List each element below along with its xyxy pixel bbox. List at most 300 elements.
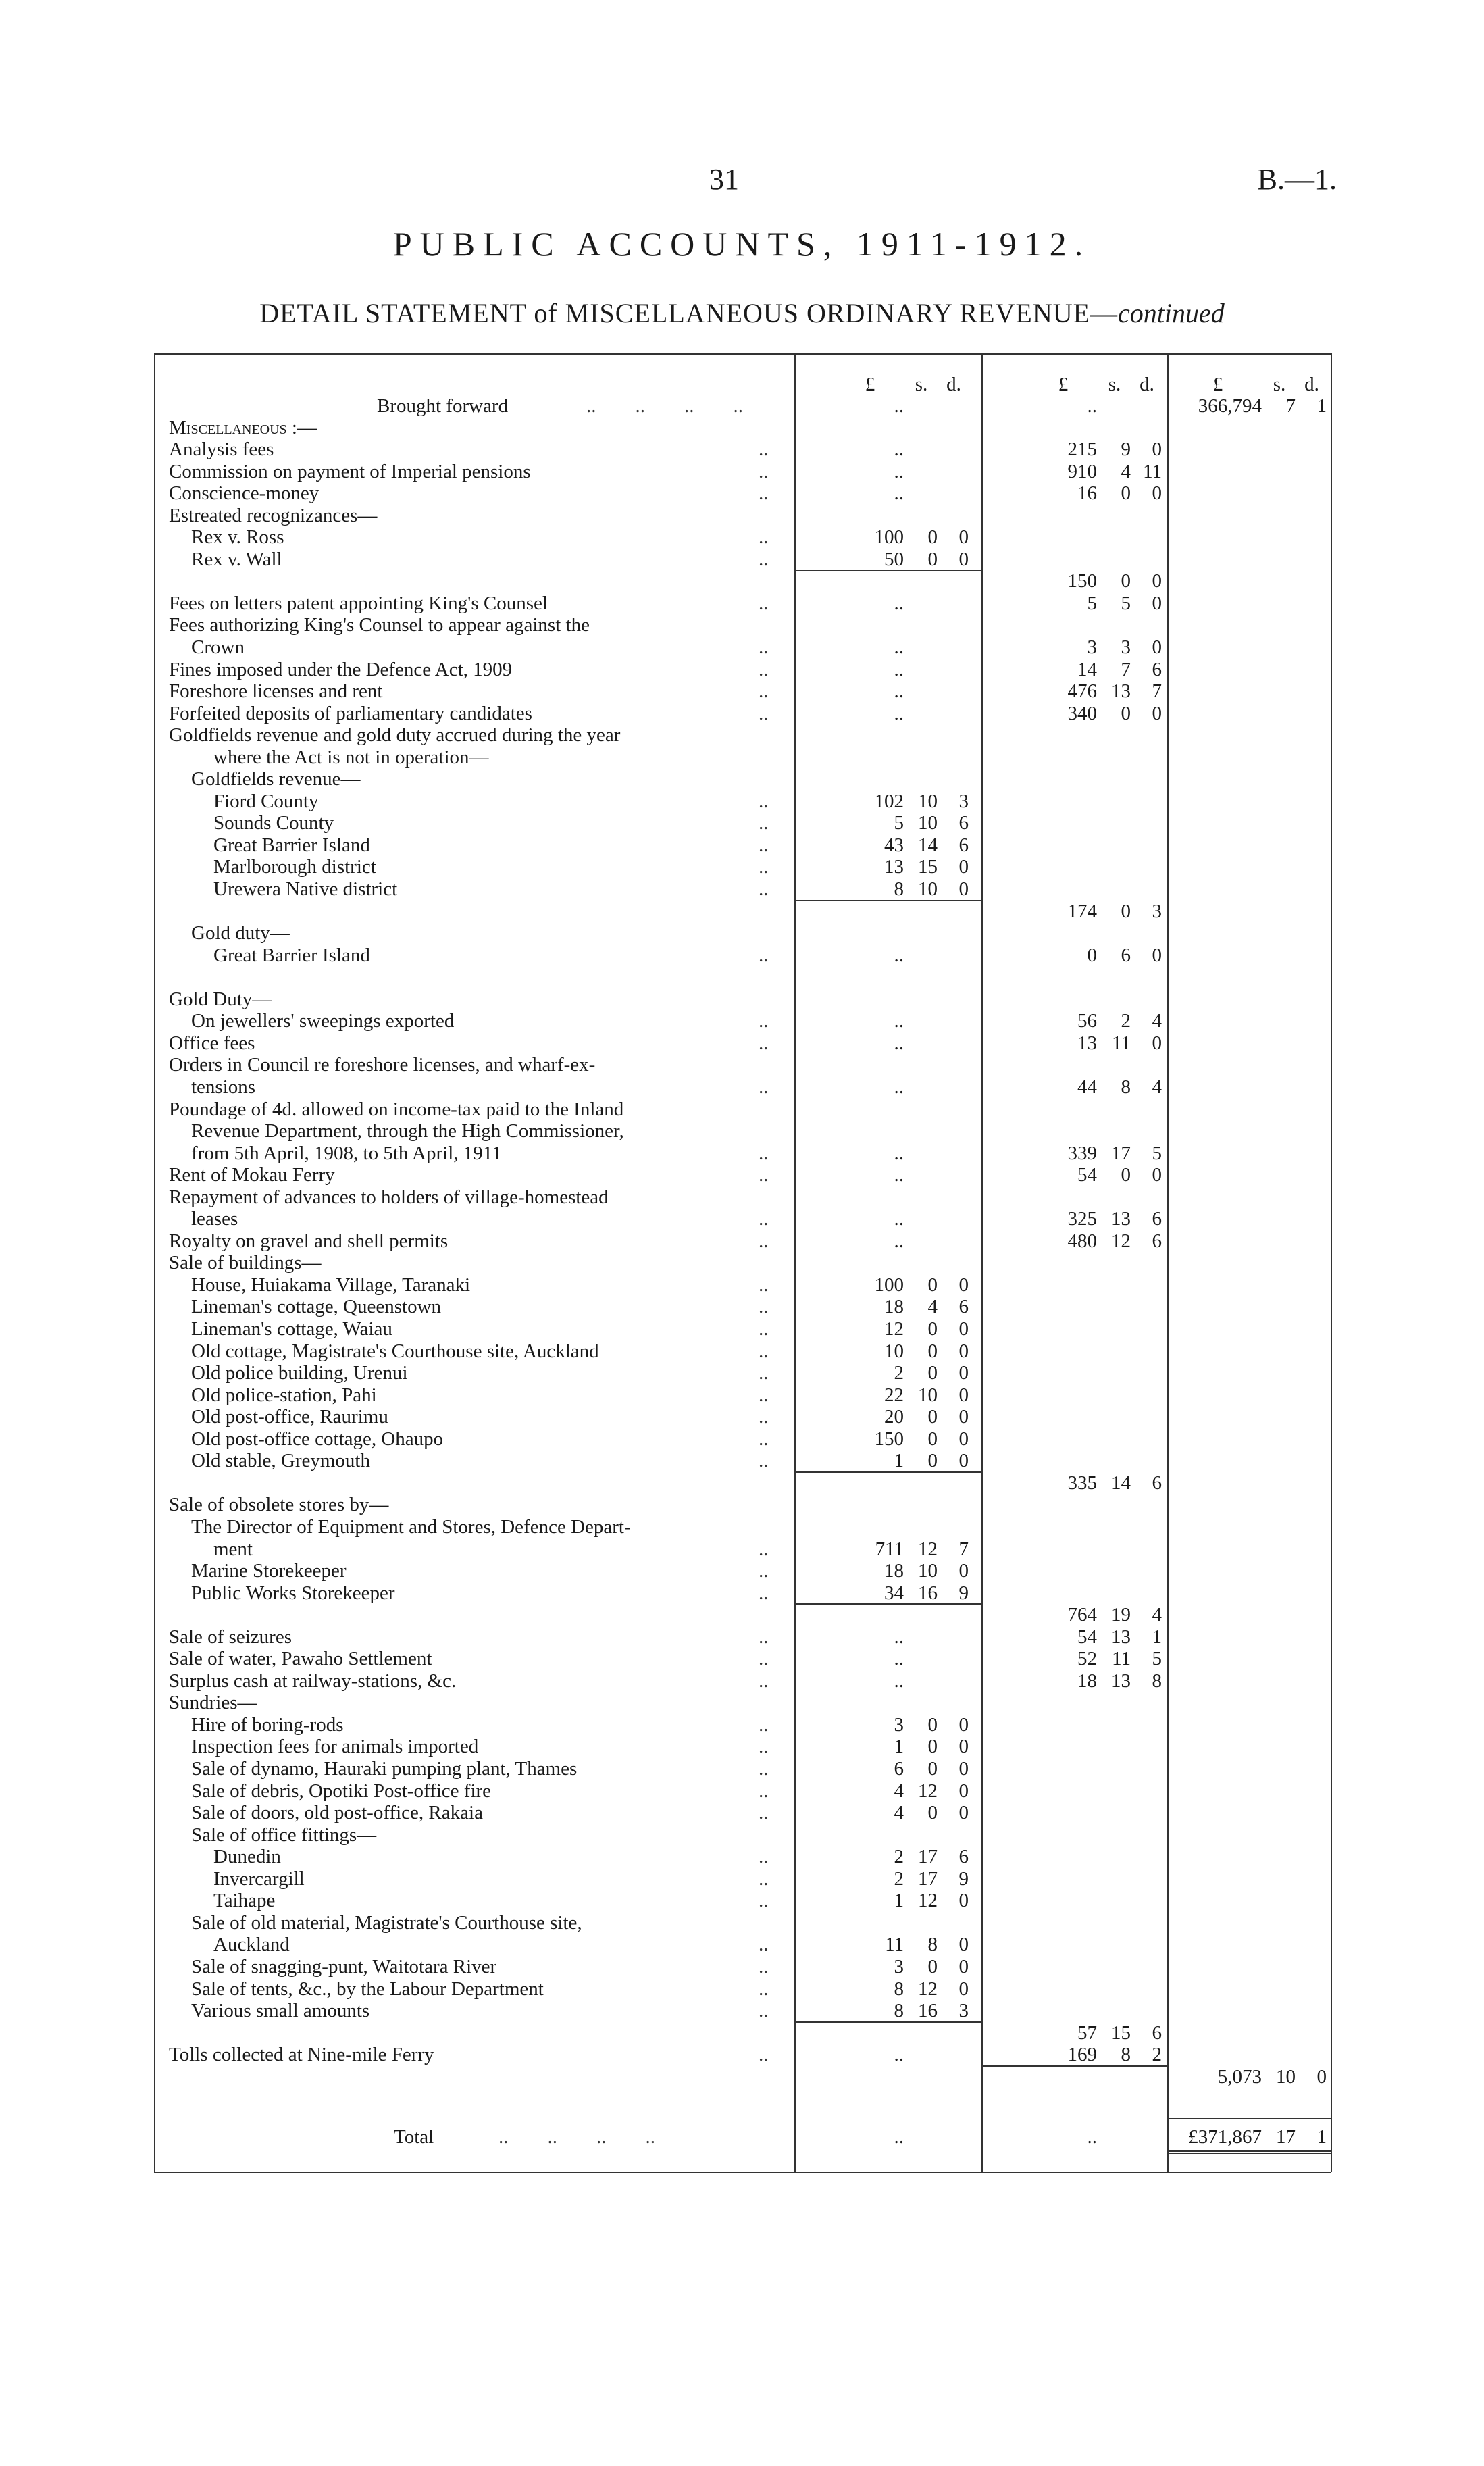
- col2-shilling: 0: [1121, 570, 1131, 593]
- col2-pound: 480: [1067, 1230, 1097, 1252]
- table-row: [154, 549, 1331, 570]
- col2-shilling: 2: [1121, 1010, 1131, 1032]
- row-label: Surplus cash at railway-stations, &c.: [169, 1669, 457, 1692]
- col1-pence: 6: [958, 1296, 969, 1318]
- table-row: [154, 1230, 1331, 1252]
- leader-dots: ..: [759, 1669, 769, 1692]
- leader-dots: ..: [759, 1362, 769, 1384]
- col1-value: ..: [894, 438, 904, 460]
- table-row: [154, 703, 1331, 724]
- leader-dots: .. .. .. ..: [586, 395, 743, 417]
- col2-pence: 6: [1152, 1471, 1162, 1494]
- col2-shilling: 9: [1121, 438, 1131, 460]
- row-label: leases: [191, 1208, 238, 1230]
- leader-dots: ..: [759, 482, 769, 505]
- col1-pence: 0: [958, 1274, 969, 1296]
- col1-pound-heading: £: [865, 374, 875, 395]
- col1-pound: 150: [874, 1428, 904, 1450]
- table-row: [154, 1868, 1331, 1890]
- leader-dots: .. .. .. ..: [498, 2126, 655, 2148]
- leader-dots: ..: [759, 548, 769, 570]
- col1-pence: 0: [958, 1384, 969, 1406]
- leader-dots: ..: [759, 1648, 769, 1670]
- leader-dots: ..: [759, 636, 769, 658]
- col1-value: ..: [894, 2044, 904, 2066]
- table-row: [154, 1780, 1331, 1802]
- leader-dots: ..: [759, 856, 769, 878]
- table-row: [154, 482, 1331, 504]
- col1-pence: 0: [958, 1560, 969, 1582]
- leader-dots: ..: [759, 1230, 769, 1252]
- leader-dots: ..: [759, 1780, 769, 1802]
- col1-pence: 0: [958, 1934, 969, 1956]
- leader-dots: ..: [759, 1450, 769, 1472]
- table-row: [154, 1560, 1331, 1582]
- leader-dots: ..: [759, 592, 769, 614]
- col2-pound: 764: [1067, 1604, 1097, 1626]
- leader-dots: ..: [759, 1538, 769, 1560]
- col1-shilling: 10: [918, 878, 938, 900]
- col1-shilling: 0: [927, 1340, 938, 1362]
- col2-pound: 16: [1077, 482, 1097, 505]
- row-label: Marlborough district: [213, 856, 376, 878]
- col2-shilling: 14: [1111, 1471, 1131, 1494]
- row-label: Lineman's cottage, Waiau: [191, 1318, 392, 1340]
- col1-value: ..: [894, 592, 904, 614]
- table-row: [154, 1142, 1331, 1164]
- col1-pence: 9: [958, 1582, 969, 1604]
- table-row: [154, 1582, 1331, 1604]
- col2-shilling: 12: [1111, 1230, 1131, 1252]
- table-row: [154, 1956, 1331, 1978]
- col2-pence: 11: [1143, 460, 1162, 482]
- leader-dots: ..: [759, 1802, 769, 1824]
- col1-pence: 0: [958, 1780, 969, 1802]
- row-label: Crown: [191, 636, 245, 658]
- row-label: Sale of old material, Magistrate's Courthouse site,: [191, 1911, 582, 1934]
- col2-shilling: 3: [1121, 636, 1131, 658]
- leader-dots: ..: [759, 1296, 769, 1318]
- col2-pound: 335: [1067, 1471, 1097, 1494]
- table-row: [154, 1120, 1331, 1142]
- col1-shilling: 12: [918, 1780, 938, 1802]
- col1-value: ..: [894, 482, 904, 505]
- col1-shilling: 0: [927, 1955, 938, 1978]
- row-label: Public Works Storekeeper: [191, 1582, 395, 1604]
- col1-pence: 9: [958, 1867, 969, 1890]
- col1-pound: 8: [894, 878, 904, 900]
- row-label: Invercargill: [213, 1867, 305, 1890]
- row-label: Sundries—: [169, 1692, 257, 1714]
- leader-dots: ..: [759, 680, 769, 703]
- col1-pence: 0: [958, 526, 969, 549]
- col2-pence: 3: [1152, 900, 1162, 922]
- col1-shilling: 17: [918, 1846, 938, 1868]
- col1-pound: 1: [894, 1890, 904, 1912]
- table-row: [154, 1670, 1331, 1692]
- col2-shilling: 5: [1121, 592, 1131, 614]
- col2-pound: 52: [1077, 1648, 1097, 1670]
- col2-shilling: 19: [1111, 1604, 1131, 1626]
- col1-shilling: 10: [918, 790, 938, 812]
- col2-pence: 0: [1152, 1164, 1162, 1186]
- col3-pence: 1: [1316, 395, 1327, 417]
- col1-pence: 0: [958, 1890, 969, 1912]
- row-label: Inspection fees for animals imported: [191, 1736, 479, 1758]
- row-label: Great Barrier Island: [213, 834, 370, 856]
- row-label: Fees authorizing King's Counsel to appear against the: [169, 614, 590, 636]
- table-row: [154, 438, 1331, 460]
- col2-shilling: 8: [1121, 2044, 1131, 2066]
- col2-pence-heading: d.: [1140, 374, 1154, 395]
- col1-pence: 3: [958, 790, 969, 812]
- leader-dots: ..: [759, 812, 769, 834]
- row-label: Royalty on gravel and shell permits: [169, 1230, 449, 1252]
- revenue-table: [154, 353, 1331, 2172]
- col1-value: ..: [894, 1626, 904, 1648]
- col1-pence: 0: [958, 1406, 969, 1428]
- col1-pence: 0: [958, 1428, 969, 1450]
- leader-dots: ..: [759, 1713, 769, 1736]
- col1-pound: 3: [894, 1713, 904, 1736]
- leader-dots: ..: [759, 1032, 769, 1054]
- col2-pound: 910: [1067, 460, 1097, 482]
- col1-pence: 6: [958, 834, 969, 856]
- table-bottom-rule: [154, 2172, 1331, 2173]
- table-row: [154, 1692, 1331, 1713]
- table-row: [154, 2066, 1331, 2088]
- table-row: [154, 1714, 1331, 1736]
- col1-pence: 7: [958, 1538, 969, 1560]
- row-label: Goldfields revenue—: [191, 768, 361, 790]
- row-label: ment: [213, 1538, 253, 1560]
- col1-shilling: 17: [918, 1867, 938, 1890]
- col1-pound: 2: [894, 1362, 904, 1384]
- table-row: [154, 1758, 1331, 1780]
- table-row: [154, 2044, 1331, 2065]
- col1-shilling: 0: [927, 1318, 938, 1340]
- row-label: Auckland: [213, 1934, 290, 1956]
- col2-pence: 0: [1152, 438, 1162, 460]
- col2-pence: 0: [1152, 482, 1162, 505]
- leader-dots: ..: [759, 1340, 769, 1362]
- col2-pence: 5: [1152, 1142, 1162, 1164]
- col1-value: ..: [894, 460, 904, 482]
- leader-dots: ..: [759, 1010, 769, 1032]
- table-row: [154, 834, 1331, 856]
- table-row: [154, 1428, 1331, 1450]
- col1-pound: 10: [884, 1340, 904, 1362]
- table-row: [154, 1934, 1331, 1955]
- leader-dots: ..: [759, 2000, 769, 2022]
- table-row: [154, 1362, 1331, 1384]
- col2-shilling: 4: [1121, 460, 1131, 482]
- col1-shilling: 0: [927, 548, 938, 570]
- row-label: Old post-office, Raurimu: [191, 1406, 388, 1428]
- row-label: Rex v. Wall: [191, 548, 282, 570]
- col1-shilling: 0: [927, 1758, 938, 1780]
- col2-pence: 6: [1152, 2021, 1162, 2044]
- table-row: [154, 724, 1331, 746]
- col1-pound: 8: [894, 2000, 904, 2022]
- table-row: [154, 1516, 1331, 1538]
- table-row: [154, 1846, 1331, 1867]
- table-row: [154, 812, 1331, 834]
- table-row: [154, 1340, 1331, 1362]
- col1-pound: 2: [894, 1846, 904, 1868]
- col1-pound: 100: [874, 1274, 904, 1296]
- col1-pence: 0: [958, 1450, 969, 1472]
- total-double-rule: [1169, 2150, 1331, 2154]
- col2-shilling: 13: [1111, 1669, 1131, 1692]
- col1-pound: 50: [884, 548, 904, 570]
- col2-pound: 150: [1067, 570, 1097, 593]
- row-label: Hire of boring-rods: [191, 1713, 344, 1736]
- leader-dots: ..: [759, 1142, 769, 1164]
- col3-pound: 5,073: [1217, 2065, 1262, 2088]
- table-row: [154, 659, 1331, 680]
- table-row: [154, 856, 1331, 878]
- col3-shilling: 7: [1285, 395, 1296, 417]
- row-label: Sale of tents, &c., by the Labour Department: [191, 1978, 544, 2000]
- leader-dots: ..: [759, 702, 769, 724]
- leader-dots: ..: [759, 1428, 769, 1450]
- table-row: [154, 790, 1331, 812]
- row-label: Sale of obsolete stores by—: [169, 1494, 389, 1516]
- col3-shilling-heading: s.: [1273, 374, 1286, 395]
- col2-pence: 6: [1152, 658, 1162, 680]
- col3-pound-heading: £: [1212, 374, 1223, 395]
- col1-value: ..: [894, 395, 904, 417]
- table-row: [154, 2000, 1331, 2021]
- col1-pence: 0: [958, 1318, 969, 1340]
- col2-pence: 6: [1152, 1208, 1162, 1230]
- col1-shilling: 10: [918, 1560, 938, 1582]
- col2-shilling: 0: [1121, 702, 1131, 724]
- col1-pence: 0: [958, 1758, 969, 1780]
- col1-pence: 0: [958, 1978, 969, 2000]
- col1-pence: 0: [958, 1736, 969, 1758]
- col1-pound: 20: [884, 1406, 904, 1428]
- table-row: [154, 526, 1331, 548]
- document-code: B.—1.: [1257, 163, 1337, 196]
- col2-shilling: 13: [1111, 1208, 1131, 1230]
- col3-pence-heading: d.: [1304, 374, 1319, 395]
- leader-dots: ..: [759, 1626, 769, 1648]
- col1-pence: 0: [958, 856, 969, 878]
- col2-shilling: 11: [1112, 1032, 1131, 1054]
- total-row: [154, 2126, 1331, 2148]
- col1-shilling: 0: [927, 1428, 938, 1450]
- col2-pence: 1: [1152, 1626, 1162, 1648]
- col2-pence: 7: [1152, 680, 1162, 703]
- row-label: Goldfields revenue and gold duty accrued during the year: [169, 724, 621, 747]
- col1-pound: 102: [874, 790, 904, 812]
- col2-pence: 0: [1152, 636, 1162, 658]
- row-label: Estreated recognizances—: [169, 504, 378, 526]
- table-row: [154, 1802, 1331, 1823]
- col2-pound: 476: [1067, 680, 1097, 703]
- col1-pence: 0: [958, 1802, 969, 1824]
- col1-shilling: 14: [918, 834, 938, 856]
- col2-pence: 4: [1152, 1010, 1162, 1032]
- col2-shilling: 6: [1121, 944, 1131, 966]
- col1-pound: 6: [894, 1758, 904, 1780]
- col2-pound: 215: [1067, 438, 1097, 460]
- table-row: [154, 1186, 1331, 1208]
- col2-pound: 325: [1067, 1208, 1097, 1230]
- col2-value: ..: [1087, 395, 1097, 417]
- leader-dots: ..: [759, 1736, 769, 1758]
- col2-value: ..: [1087, 2126, 1097, 2148]
- col1-value: ..: [894, 1230, 904, 1252]
- table-row: [154, 1054, 1331, 1076]
- row-label: Sale of doors, old post-office, Rakaia: [191, 1802, 483, 1824]
- col2-pence: 2: [1152, 2044, 1162, 2066]
- row-label: Rex v. Ross: [191, 526, 284, 549]
- col1-pound: 2: [894, 1867, 904, 1890]
- table-row: [154, 768, 1331, 790]
- col1-pence: 0: [958, 1362, 969, 1384]
- col1-pound: 3: [894, 1955, 904, 1978]
- leader-dots: ..: [759, 1318, 769, 1340]
- column-headings: [154, 374, 1331, 395]
- col1-value: ..: [894, 1032, 904, 1054]
- col2-pound: 5: [1087, 592, 1097, 614]
- leader-dots: ..: [759, 790, 769, 812]
- leader-dots: ..: [759, 1560, 769, 1582]
- row-label: Various small amounts: [191, 2000, 370, 2022]
- col2-pence: 4: [1152, 1076, 1162, 1098]
- table-row: [154, 1406, 1331, 1428]
- leader-dots: ..: [759, 1934, 769, 1956]
- table-row: [154, 1472, 1331, 1494]
- col1-shilling: 12: [918, 1890, 938, 1912]
- col2-pound: 340: [1067, 702, 1097, 724]
- col1-shilling: 16: [918, 1582, 938, 1604]
- col1-pound: 12: [884, 1318, 904, 1340]
- row-label: Sale of snagging-punt, Waitotara River: [191, 1955, 497, 1978]
- row-label: Gold duty—: [191, 922, 290, 945]
- col2-pence: 0: [1152, 944, 1162, 966]
- col2-shilling: 0: [1121, 1164, 1131, 1186]
- table-row: [154, 922, 1331, 944]
- col1-value: ..: [894, 944, 904, 966]
- row-label: Old stable, Greymouth: [191, 1450, 370, 1472]
- table-row: [154, 2022, 1331, 2044]
- leader-dots: ..: [759, 1758, 769, 1780]
- col1-value: ..: [894, 1208, 904, 1230]
- col2-pound: 56: [1077, 1010, 1097, 1032]
- brought-forward-row: [154, 395, 1331, 417]
- table-row: [154, 1010, 1331, 1032]
- leader-dots: ..: [759, 1890, 769, 1912]
- row-label: Conscience-money: [169, 482, 319, 505]
- col1-shilling: 0: [927, 1274, 938, 1296]
- table-row: [154, 1032, 1331, 1054]
- table-row: [154, 1494, 1331, 1515]
- col1-shilling: 0: [927, 1450, 938, 1472]
- row-label: Urewera Native district: [213, 878, 398, 900]
- row-label: Foreshore licenses and rent: [169, 680, 383, 703]
- row-label: On jewellers' sweepings exported: [191, 1010, 455, 1032]
- section-heading: Miscellaneous :—: [169, 417, 317, 438]
- col1-shilling: 0: [927, 1802, 938, 1824]
- leader-dots: ..: [759, 460, 769, 482]
- col1-shilling: 10: [918, 1384, 938, 1406]
- leader-dots: ..: [759, 438, 769, 460]
- col2-shilling: 11: [1112, 1648, 1131, 1670]
- leader-dots: ..: [759, 1955, 769, 1978]
- col2-pound: 54: [1077, 1164, 1097, 1186]
- col1-shilling: 15: [918, 856, 938, 878]
- leader-dots: ..: [759, 1867, 769, 1890]
- col1-pence: 0: [958, 1713, 969, 1736]
- table-row: [154, 966, 1331, 988]
- col2-shilling: 17: [1111, 1142, 1131, 1164]
- leader-dots: ..: [759, 1274, 769, 1296]
- col2-shilling: 7: [1121, 658, 1131, 680]
- col1-value: ..: [894, 658, 904, 680]
- table-right-rule: [1331, 353, 1332, 2172]
- row-label: Repayment of advances to holders of village-homestead: [169, 1186, 609, 1208]
- col2-pence: 6: [1152, 1230, 1162, 1252]
- col1-pound: 18: [884, 1296, 904, 1318]
- total-label: Total: [394, 2126, 434, 2148]
- table-row: [154, 878, 1331, 900]
- leader-dots: ..: [759, 944, 769, 966]
- table-row: [154, 1208, 1331, 1230]
- col1-pound: 711: [875, 1538, 904, 1560]
- leader-dots: ..: [759, 1208, 769, 1230]
- col2-pound-heading: £: [1058, 374, 1069, 395]
- col1-pound: 8: [894, 1978, 904, 2000]
- col1-pound: 18: [884, 1560, 904, 1582]
- col1-value: ..: [894, 1010, 904, 1032]
- col2-pound: 54: [1077, 1626, 1097, 1648]
- col2-shilling: 13: [1111, 1626, 1131, 1648]
- row-label: Office fees: [169, 1032, 255, 1054]
- leader-dots: ..: [759, 1978, 769, 2000]
- col1-shilling: 8: [927, 1934, 938, 1956]
- leader-dots: ..: [759, 658, 769, 680]
- col1-pence: 0: [958, 548, 969, 570]
- row-label: Old cottage, Magistrate's Courthouse site, Auckland: [191, 1340, 599, 1362]
- col1-pence-heading: d.: [946, 374, 961, 395]
- col2-pence: 5: [1152, 1648, 1162, 1670]
- row-label: Sale of buildings—: [169, 1252, 322, 1274]
- col1-pound: 100: [874, 526, 904, 549]
- table-top-rule: [154, 353, 1331, 355]
- table-row: [154, 461, 1331, 482]
- col1-shilling: 10: [918, 812, 938, 834]
- table-row: [154, 1296, 1331, 1317]
- col1-pound: 22: [884, 1384, 904, 1406]
- table-row: [154, 747, 1331, 768]
- row-label: Fines imposed under the Defence Act, 1909: [169, 658, 513, 680]
- row-label: from 5th April, 1908, to 5th April, 1911: [191, 1142, 502, 1164]
- col1-shilling: 12: [918, 1538, 938, 1560]
- table-row: [154, 593, 1331, 614]
- col1-pound: 1: [894, 1736, 904, 1758]
- row-label: where the Act is not in operation—: [213, 746, 489, 768]
- col1-value: ..: [894, 702, 904, 724]
- leader-dots: ..: [759, 1384, 769, 1406]
- row-label: Marine Storekeeper: [191, 1560, 347, 1582]
- table-row: [154, 1824, 1331, 1846]
- leader-dots: ..: [759, 526, 769, 549]
- row-label: Sale of debris, Opotiki Post-office fire: [191, 1780, 492, 1802]
